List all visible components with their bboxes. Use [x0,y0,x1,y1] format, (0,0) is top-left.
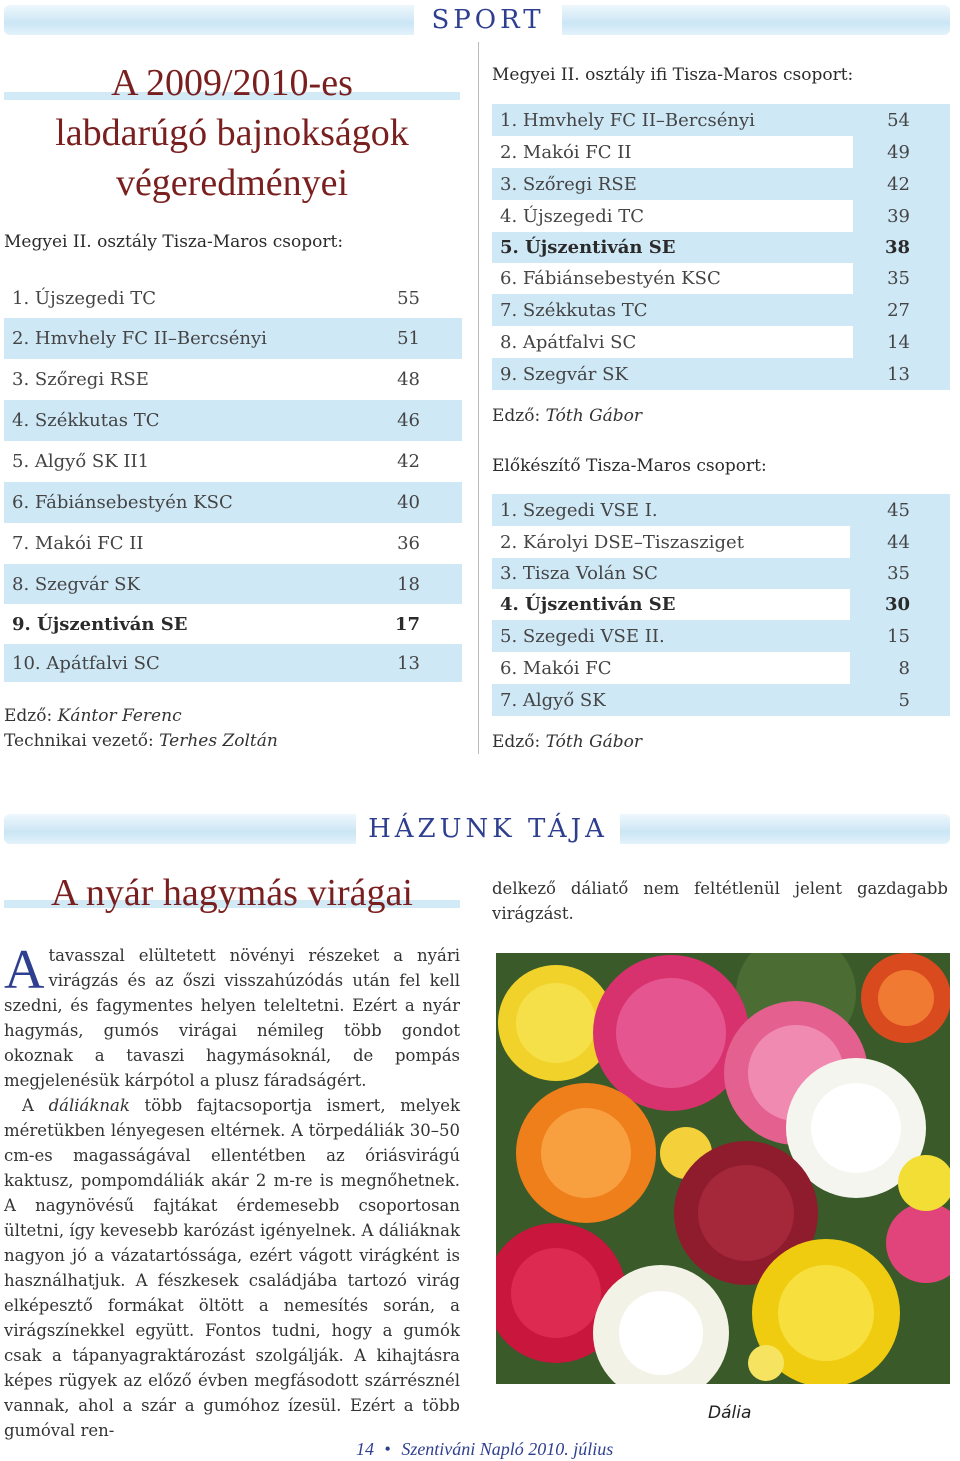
team-points: 49 [853,136,950,168]
team-points: 36 [397,533,420,554]
team-points: 13 [853,358,950,390]
table-row [4,523,462,564]
team-name: 9. Újszentiván SE [12,613,188,635]
coach-name: Kántor Ferenc [57,706,182,726]
drop-cap: A [4,939,45,1001]
team-name: 6. Fábiánsebestyén KSC [4,482,363,523]
dahlia-photo [496,953,950,1384]
table-row [492,232,950,263]
coach-label: Edző: [4,706,53,726]
main-title-line1: A 2009/2010-es [111,62,353,104]
table-row [4,400,462,441]
table-row [4,604,462,644]
column-divider [478,42,479,754]
table-row [492,168,950,200]
team-name: 7. Makói FC II [12,533,144,554]
team-points: 5 [850,684,951,716]
team-name: 1. Újszegedi TC [12,287,156,309]
team-points: 8 [850,652,951,684]
table-row [4,359,462,400]
team-points: 13 [363,644,462,682]
team-points: 51 [363,318,462,359]
table-row [492,263,950,294]
team-name: 4. Újszegedi TC [492,200,853,232]
team-name: 2. Károlyi DSE–Tiszasziget [492,526,850,558]
article-italic-term: dáliáknak [48,1096,130,1115]
coach-label: Edző: [492,732,541,752]
table-row [4,644,462,682]
table-row [4,278,462,318]
table-row [492,494,950,526]
team-name: 1. Hmvhely FC II–Bercsényi [492,104,853,136]
table-row [492,620,950,652]
team-name: 4. Székkutas TC [4,400,363,441]
article-text-1: tavasszal elültetett növényi részeket a nyári virágzás és az őszi visszahúzódás után fel kell szedni, és fagymentes helyen teleltetni. Ezért a nyár hagymás, gumós virágai némileg több gondot okoznak a tavaszi hagymásoknál, de pompás megjelenésük kárpótol a plusz fáradságért. [4,946,460,1090]
team-points: 18 [363,564,462,604]
table-row [4,482,462,523]
team-name: 8. Szegvár SK [4,564,363,604]
right-table1-title: Megyei II. osztály ifi Tisza-Maros csoport: [492,65,854,85]
team-points: 55 [397,287,420,309]
main-title-line3: végeredményei [115,162,349,204]
team-name: 9. Szegvár SK [492,358,853,390]
team-points: 27 [853,294,950,326]
photo-caption: Dália [708,1403,752,1423]
right-league-table-1 [492,104,950,390]
team-name: 5. Szegedi VSE II. [492,620,850,652]
team-name: 5. Újszentiván SE [492,232,853,263]
coach-name: Tóth Gábor [545,406,643,426]
table-row [4,318,462,359]
table-row [492,652,950,684]
publication-name: Szentiváni Napló 2010. július [401,1439,614,1459]
table-row [492,589,950,620]
team-points: 35 [850,558,951,589]
team-name: 7. Algyő SK [492,684,850,716]
team-points: 39 [853,200,950,232]
footer-bullet: • [384,1439,391,1459]
table-row [492,684,950,716]
page-number: 14 [356,1439,374,1459]
article-title: A nyár hagymás virágai [51,872,413,914]
table-row [492,526,950,558]
team-name: 8. Apátfalvi SC [492,326,853,358]
team-name: 2. Hmvhely FC II–Bercsényi [4,318,363,359]
team-points: 14 [853,326,950,358]
table-row [492,326,950,358]
team-points: 35 [853,263,950,294]
team-points: 15 [850,620,951,652]
article-paragraph-2 [4,1093,460,1443]
team-points: 17 [394,613,420,635]
page-footer [356,1439,613,1460]
table-row [492,136,950,168]
left-league-table [4,278,462,682]
left-table-title: Megyei II. osztály Tisza-Maros csoport: [4,232,344,252]
team-name: 1. Szegedi VSE I. [492,494,850,526]
team-points: 46 [363,400,462,441]
team-name: 5. Algyő SK II1 [12,451,150,472]
team-points: 42 [397,451,420,472]
article-text-2-start: A [22,1096,49,1115]
team-name: 6. Makói FC [492,652,850,684]
team-name: 3. Szőregi RSE [12,369,149,390]
team-points: 45 [850,494,951,526]
coach-label: Edző: [492,406,541,426]
table-row [492,294,950,326]
article-text-2: több fajtacsoportja ismert, melyek méretükben lényegesen eltérnek. A törpedáliák 30–50 cm-es magasságával ellentétben az óriásvirágú kaktusz, pompomdáliák akár 2 m-re is megnőhetnek. A nagynövésű fajtákat érdemesebb csoportosan ültetni, így kevesebb karózást igényelnek. A dáliáknak nagyon jó a vázatartóssága, ezért vágott virágként is használhatjuk. A fészkesek családjába tartozó virág elképesztő formákat öltött a nemesítés során, a virágszínekkel együtt. Fontos tudni, hogy a gumók csak a tápanyagraktározást szolgálják. A kihajtásra képes rügyek az előző évben megfásodott szárrésznél vannak, ahol a szár a gumóhoz ízesül. Ezért a több gumóval ren- [4,1096,460,1440]
sport-section-title: SPORT [414,5,562,35]
right-table2-credit [492,730,642,755]
tech-name: Terhes Zoltán [159,731,278,751]
team-points: 30 [850,589,951,620]
team-name: 2. Makói FC II [492,136,853,168]
table-row [492,558,950,589]
team-name: 4. Újszentiván SE [492,589,850,620]
table-row [4,564,462,604]
right-league-table-2 [492,494,950,716]
team-points: 38 [853,232,950,263]
table-row [492,358,950,390]
team-points: 54 [853,104,950,136]
table-row [492,200,950,232]
team-name: 3. Szőregi RSE [492,168,853,200]
team-points: 42 [853,168,950,200]
article-continuation: delkező dáliatő nem feltétlenül jelent gazdagabb virágzást. [492,879,948,923]
team-name: 10. Apátfalvi SC [4,644,363,682]
team-points: 48 [397,369,420,390]
table-row [492,104,950,136]
left-credits [4,704,278,754]
team-points: 44 [850,526,951,558]
team-name: 3. Tisza Volán SC [492,558,850,589]
team-name: 6. Fábiánsebestyén KSC [492,263,853,294]
right-table2-title: Előkészítő Tisza-Maros csoport: [492,456,767,476]
right-table1-credit [492,404,642,429]
team-points: 40 [363,482,462,523]
main-title [4,58,460,208]
article-body [4,939,460,1443]
team-name: 7. Székkutas TC [492,294,853,326]
hazunk-section-title: HÁZUNK TÁJA [356,814,620,844]
tech-label: Technikai vezető: [4,731,154,751]
article-paragraph-1 [4,939,460,1093]
main-title-line2: labdarúgó bajnokságok [55,112,409,154]
coach-name: Tóth Gábor [545,732,643,752]
table-row [4,441,462,482]
